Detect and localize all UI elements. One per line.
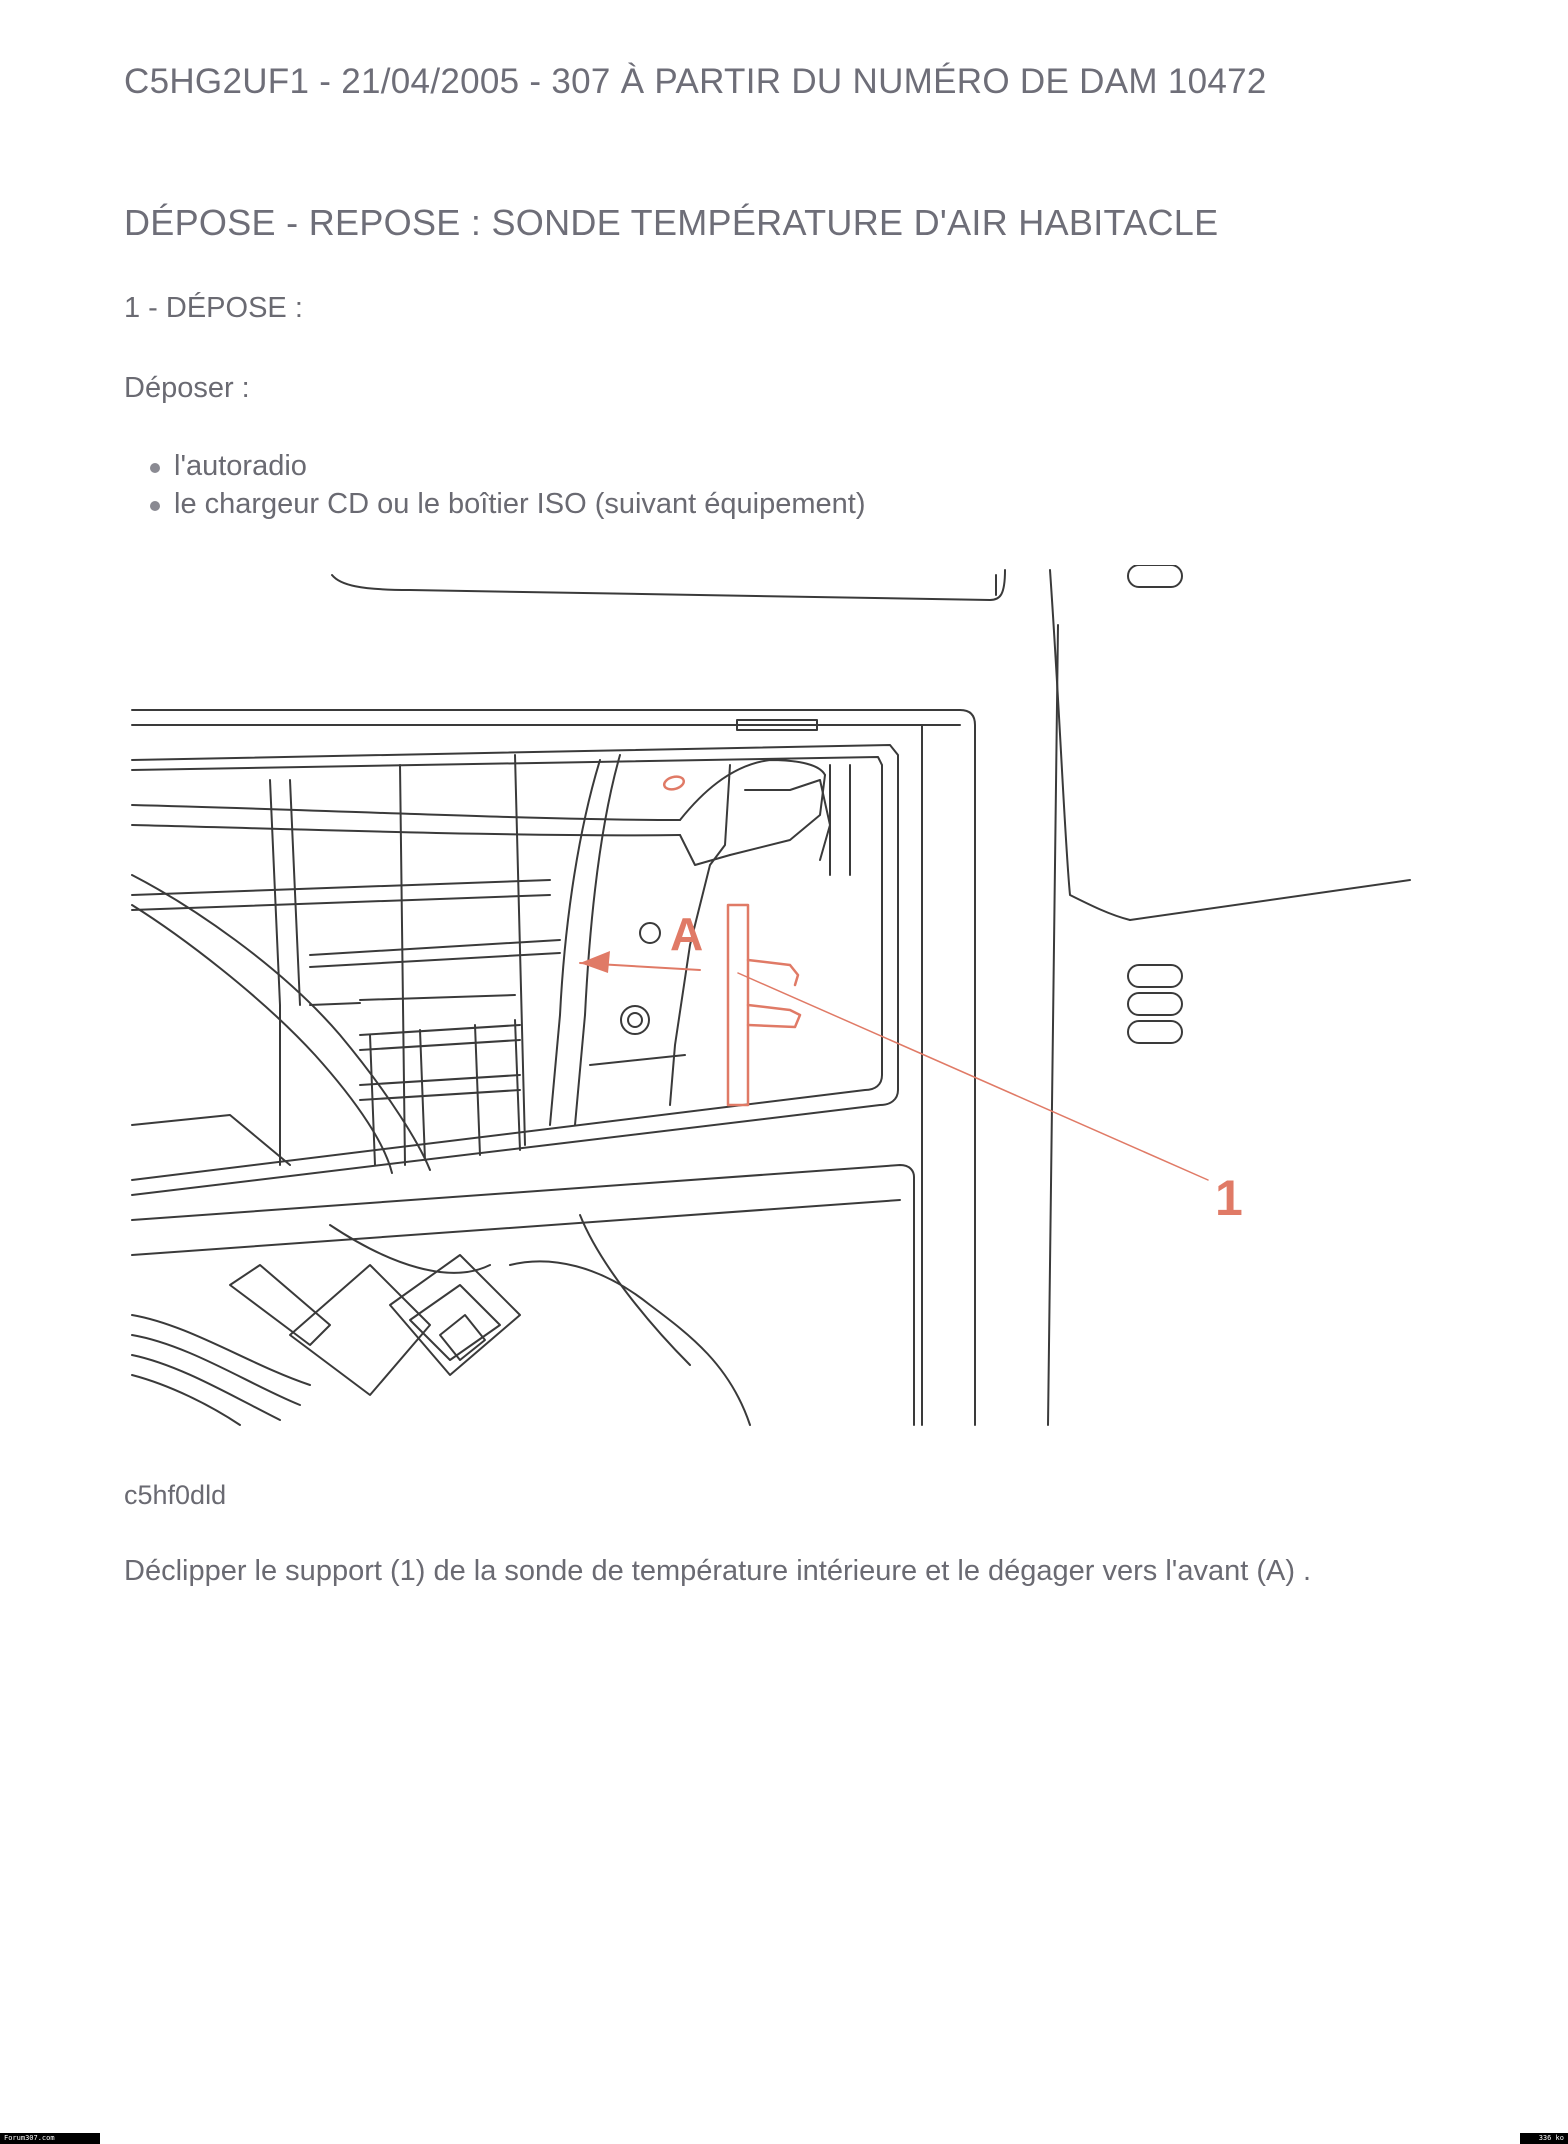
instruction-text: Déclipper le support (1) de la sonde de température intérieure et le dégager vers l'avant (A) . (124, 1555, 1312, 1587)
label-a: A (670, 908, 704, 960)
footer-bar (0, 2133, 1568, 2144)
list-item-label: le chargeur CD ou le boîtier ISO (suivant équipement) (174, 488, 866, 520)
footer-size: 336 ko (1520, 2133, 1568, 2144)
technical-illustration (130, 565, 1430, 1435)
intro-text: Déposer : (124, 372, 250, 404)
section-heading: 1 - DÉPOSE : (124, 292, 303, 324)
label-1: 1 (1215, 1170, 1243, 1226)
sensor-support (728, 905, 748, 1105)
bullet-icon (150, 463, 160, 473)
footer-source: Forum307.com (0, 2133, 100, 2144)
page-title: DÉPOSE - REPOSE : SONDE TEMPÉRATURE D'AIR HABITACLE (124, 202, 1219, 243)
list-item-label: l'autoradio (174, 450, 307, 482)
arrow-head-icon (580, 951, 610, 973)
document-header: C5HG2UF1 - 21/04/2005 - 307 À PARTIR DU NUMÉRO DE DAM 10472 (124, 62, 1267, 101)
list-item (174, 450, 307, 483)
bullet-icon (150, 501, 160, 511)
list-item (174, 488, 866, 521)
dashboard-drawing (132, 565, 1410, 1425)
figure-reference: c5hf0dld (124, 1480, 227, 1510)
callout-leader (738, 973, 1208, 1180)
